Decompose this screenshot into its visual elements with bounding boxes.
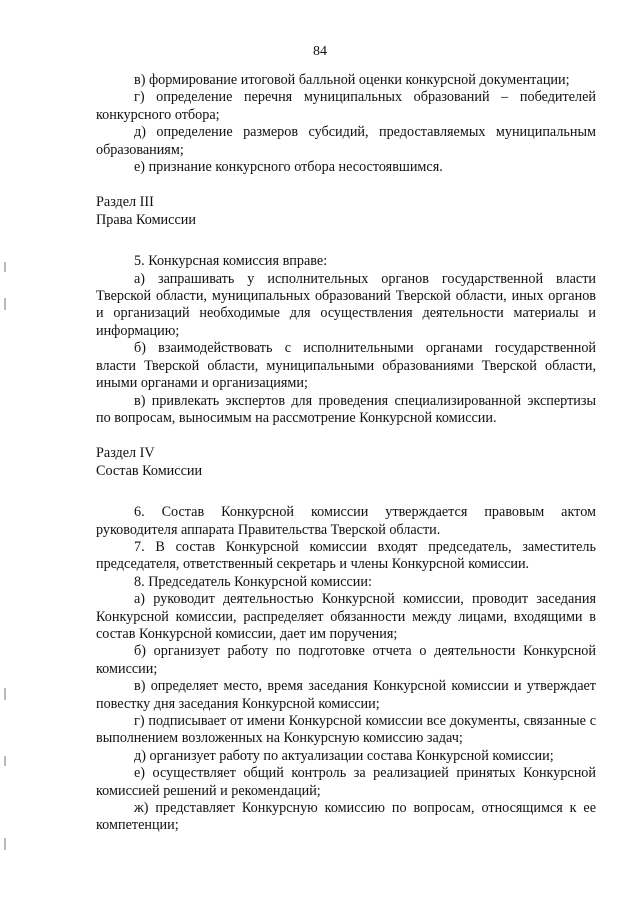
spacer — [96, 229, 596, 253]
margin-mark — [4, 838, 6, 850]
list-item: д) определение размеров субсидий, предоставляемых муниципальным образованиям; — [96, 124, 596, 158]
list-item: е) осуществляет общий контроль за реализацией принятых Конкурсной комиссией решений и рекомендаций; — [96, 765, 596, 799]
list-item: ж) представляет Конкурсную комиссию по вопросам, относящимся к ее компетенции; — [96, 800, 596, 834]
paragraph: 5. Конкурсная комиссия вправе: — [134, 253, 328, 270]
list-item: д) организует работу по актуализации состава Конкурсной комиссии; — [134, 747, 554, 764]
spacer — [96, 427, 596, 445]
list-item: б) организует работу по подготовке отчета о деятельности Конкурсной комиссии; — [96, 643, 596, 677]
list-item: в) привлекать экспертов для проведения специализированной экспертизы по вопросам, выносимым на рассмотрение Конкурсной комиссии. — [96, 392, 596, 426]
paragraph: 8. Председатель Конкурсной комиссии: — [134, 573, 372, 590]
margin-mark — [4, 298, 6, 310]
section-title: Раздел III — [96, 194, 154, 211]
section-title: Раздел IV — [96, 445, 155, 462]
page-number: 84 — [313, 44, 327, 59]
margin-mark — [4, 756, 6, 766]
list-item: е) признание конкурсного отбора несостоявшимся. — [134, 159, 443, 176]
spacer — [96, 176, 596, 194]
list-item: б) взаимодействовать с исполнительными органами государственной власти Тверской области, муниципальными образованиями Тверской области, иными органами и организациями; — [96, 340, 596, 392]
list-item: г) подписывает от имени Конкурсной комиссии все документы, связанные с выполнением возложенных на Конкурсную комиссию задач; — [96, 713, 596, 747]
section-subtitle: Состав Комиссии — [96, 462, 203, 479]
list-item: а) запрашивать у исполнительных органов государственной власти Тверской области, муниципальных образований Тверской области, иных органов и организаций необходимые для осуществления деятельности материалы и информацию; — [96, 270, 596, 339]
list-item: г) определение перечня муниципальных образований – победителей конкурсного отбора; — [96, 89, 596, 123]
paragraph: 7. В состав Конкурсной комиссии входят председатель, заместитель председателя, ответственный секретарь и члены Конкурсной комиссии. — [96, 538, 596, 573]
margin-mark — [4, 262, 6, 272]
spacer — [96, 480, 596, 504]
list-item: в) формирование итоговой балльной оценки конкурсной документации; — [134, 72, 570, 88]
paragraph: 6. Состав Конкурсной комиссии утверждается правовым актом руководителя аппарата Правительства Тверской области. — [96, 504, 596, 538]
section-subtitle: Права Комиссии — [96, 211, 196, 228]
list-item: а) руководит деятельностью Конкурсной комиссии, проводит заседания Конкурсной комиссии, распределяет обязанности между лицами, входящими в состав Конкурсной комиссии, дает им поручения; — [96, 591, 596, 642]
document-body — [96, 72, 596, 835]
margin-mark — [4, 688, 6, 700]
list-item: в) определяет место, время заседания Конкурсной комиссии и утверждает повестку дня заседания Конкурсной комиссии; — [96, 678, 596, 712]
